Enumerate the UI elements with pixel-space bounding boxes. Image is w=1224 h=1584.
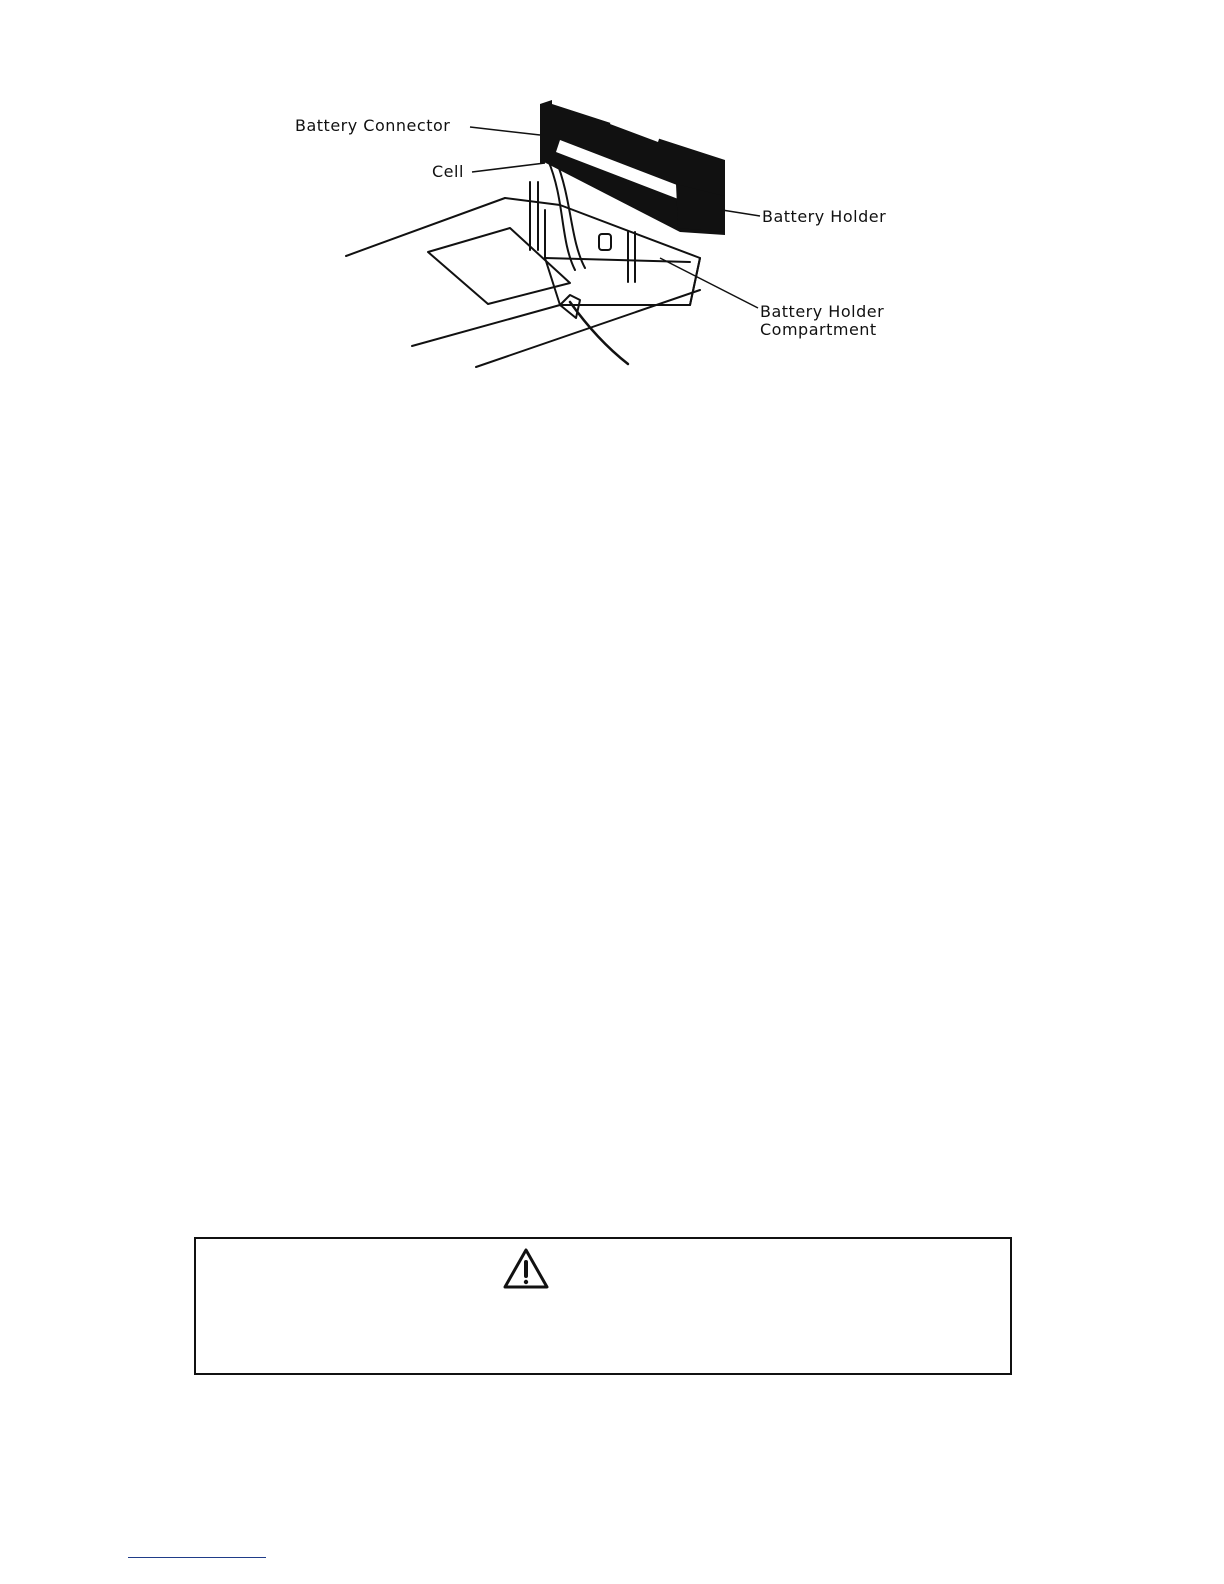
plate-lower-edge [476,290,700,367]
cable [570,302,628,364]
compartment-tab [599,234,611,250]
cable-plug [560,295,580,318]
label-battery-connector: Battery Connector [295,116,451,135]
battery-figure [0,0,1224,400]
warning-box [194,1237,1012,1375]
plate-front-edge [412,305,560,346]
label-cell: Cell [432,162,464,181]
leader-cell [472,163,545,172]
plate-left-edge [346,198,505,256]
footer-rule [128,1557,266,1558]
leader-battery-connector [470,127,540,135]
plate-recess [428,228,570,304]
compartment-right-side [690,258,700,305]
label-battery-holder: Battery Holder [762,207,887,226]
warning-triangle-icon [502,1247,550,1291]
leader-battery-holder [722,210,760,216]
leader-compartment [660,258,758,308]
label-battery-holder-compartment-line2: Compartment [760,320,877,339]
battery-holder-body [540,100,725,235]
label-battery-holder-compartment-line1: Battery Holder [760,302,885,321]
battery-illustration [0,0,1224,400]
